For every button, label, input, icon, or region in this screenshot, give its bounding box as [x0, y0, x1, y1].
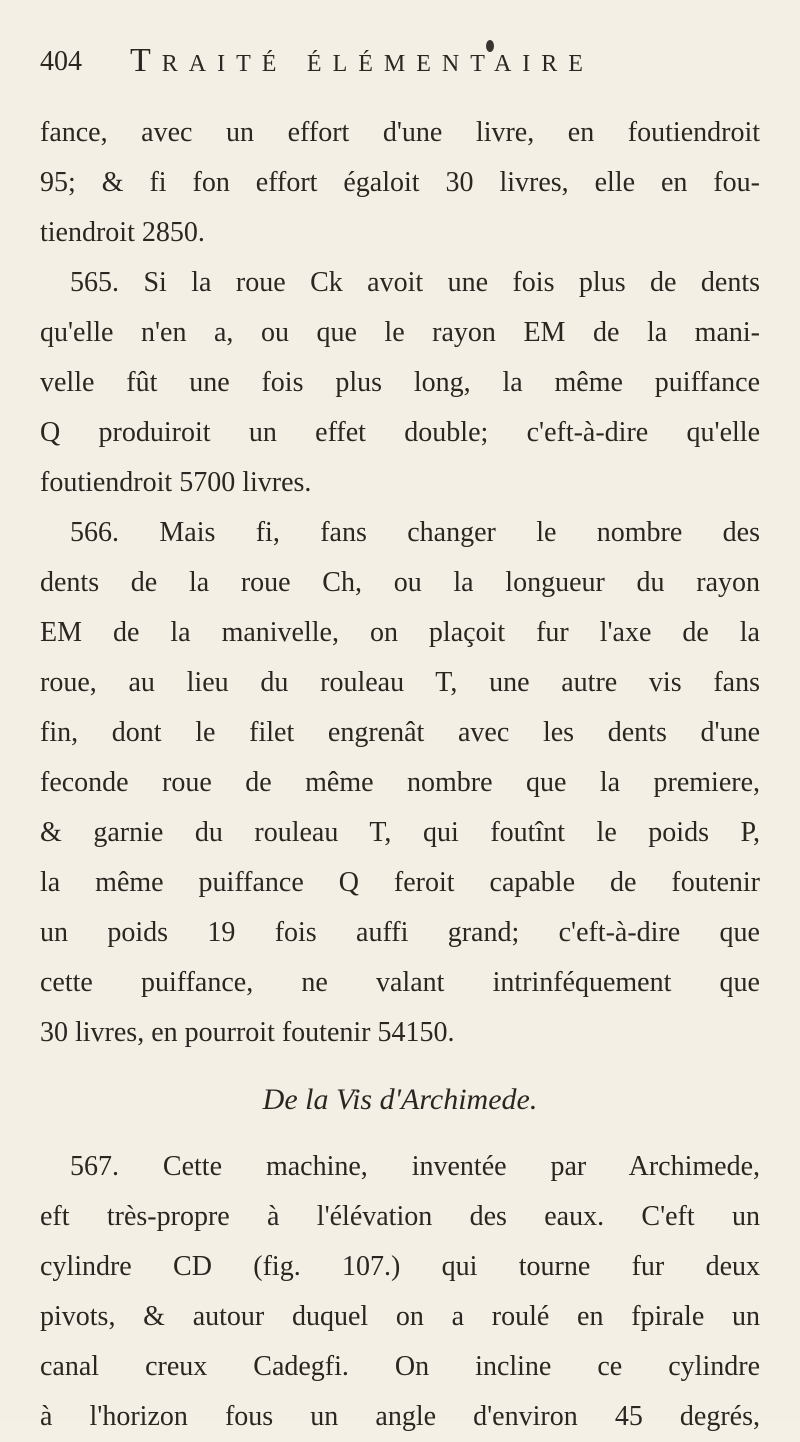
text-line: Q produiroit un effet double; c'eft-à-dire qu'elle: [40, 417, 760, 448]
text-line: qu'elle n'en a, ou que le rayon EM de la mani-: [40, 317, 760, 348]
text-line: un poids 19 fois auffi grand; c'eft-à-dire que: [40, 917, 760, 948]
text-line: fance, avec un effort d'une livre, en foutiendroit: [40, 117, 760, 148]
text-line: cylindre CD (fig. 107.) qui tourne fur deux: [40, 1251, 760, 1282]
text-line: dents de la roue Ch, ou la longueur du rayon: [40, 567, 760, 598]
text-line: 566. Mais fi, fans changer le nombre des: [70, 517, 760, 548]
text-line: canal creux Cadegfi. On incline ce cylindre: [40, 1351, 760, 1382]
text-line: roue, au lieu du rouleau T, une autre vis fans: [40, 667, 760, 698]
page-number: 404: [40, 46, 82, 77]
text-line: 95; & fi fon effort égaloit 30 livres, elle en fou-: [40, 167, 760, 198]
running-title: Traité élémentaire: [130, 42, 594, 79]
text-line: à l'horizon fous un angle d'environ 45 degrés,: [40, 1401, 760, 1432]
text-line: pivots, & autour duquel on a roulé en fpirale un: [40, 1301, 760, 1332]
page-header: [40, 42, 760, 92]
text-line: EM de la manivelle, on plaçoit fur l'axe de la: [40, 617, 760, 648]
body-text: [40, 108, 760, 1442]
text-line: tiendroit 2850.: [40, 217, 205, 248]
text-line: 565. Si la roue Ck avoit une fois plus de dents: [70, 267, 760, 298]
section-heading: De la Vis d'Archimede.: [262, 1083, 538, 1116]
text-line: eft très-propre à l'élévation des eaux. C'eft un: [40, 1201, 760, 1232]
text-line: 567. Cette machine, inventée par Archimede,: [70, 1151, 760, 1182]
text-line: la même puiffance Q feroit capable de foutenir: [40, 867, 760, 898]
text-line: 30 livres, en pourroit foutenir 54150.: [40, 1017, 455, 1048]
text-line: fin, dont le filet engrenât avec les dents d'une: [40, 717, 760, 748]
text-line: velle fût une fois plus long, la même puiffance: [40, 367, 760, 398]
text-line: foutiendroit 5700 livres.: [40, 467, 312, 498]
text-line: cette puiffance, ne valant intrinféquement que: [40, 967, 760, 998]
text-line: feconde roue de même nombre que la premiere,: [40, 767, 760, 798]
text-line: & garnie du rouleau T, qui foutînt le poids P,: [40, 817, 760, 848]
